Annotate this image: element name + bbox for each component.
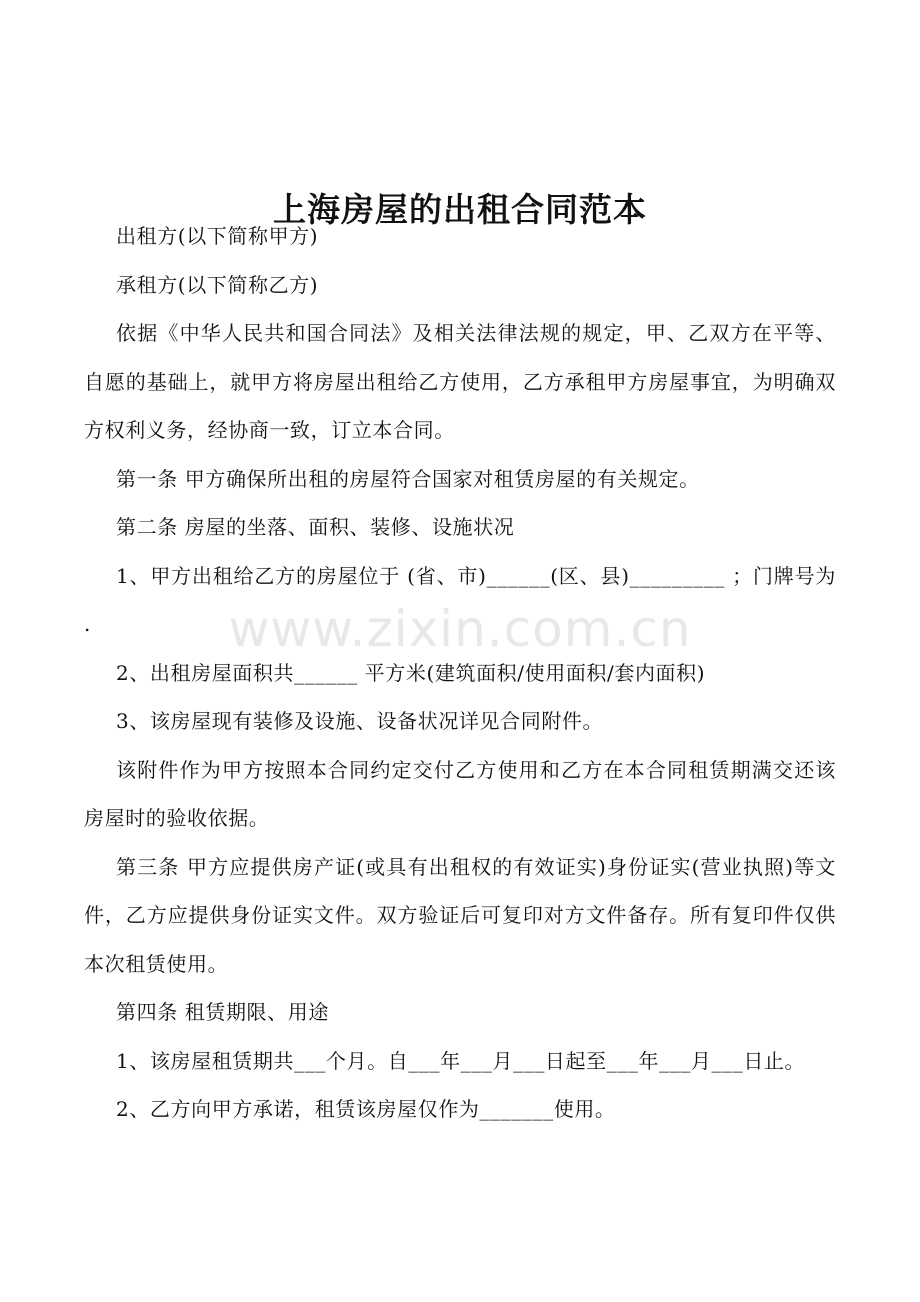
article-2-item-2: 2、出租房屋面积共______ 平方米(建筑面积/使用面积/套内面积) (116, 660, 706, 685)
article-2-item-1: 1、甲方出租给乙方的房屋位于 (省、市)______(区、县)_________ ；门牌号为 . (84, 563, 836, 636)
article-1: 第一条 甲方确保所出租的房屋符合国家对租赁房屋的有关规定。 (116, 466, 700, 491)
article-2-heading: 第二条 房屋的坐落、面积、装修、设施状况 (116, 515, 515, 539)
article-4-item-2: 2、乙方向甲方承诺，租赁该房屋仅作为_______使用。 (116, 1097, 616, 1121)
document-body (84, 212, 836, 1134)
document-title: 上海房屋的出租合同范本 (273, 190, 647, 230)
watermark: www.zixin.com.cn (228, 600, 692, 658)
article-2-item-3: 3、该房屋现有装修及设施、设备状况详见合同附件。 (116, 709, 604, 733)
article-3: 第三条 甲方应提供房产证(或具有出租权的有效证实)身份证实(营业执照)等文件，乙方应提供身份证实文件。双方验证后可复印对方文件备存。所有复印件仅供本次租赁使用。 (84, 854, 836, 976)
party-b-line: 承租方(以下简称乙方) (116, 272, 319, 297)
party-a-line: 出租方(以下简称甲方) (116, 224, 319, 248)
article-4-item-1: 1、该房屋租赁期共___个月。自___年___月___日起至___年___月___日止。 (116, 1048, 806, 1073)
article-4-heading: 第四条 租赁期限、用途 (116, 1000, 329, 1024)
attachment-note: 该附件作为甲方按照本合同约定交付乙方使用和乙方在本合同租赁期满交还该房屋时的验收依据。 (84, 757, 836, 830)
preamble-paragraph: 依据《中华人民共和国合同法》及相关法律法规的规定，甲、乙双方在平等、自愿的基础上，就甲方将房屋出租给乙方使用，乙方承租甲方房屋事宜，为明确双方权利义务，经协商一致，订立本合同。 (84, 321, 836, 442)
